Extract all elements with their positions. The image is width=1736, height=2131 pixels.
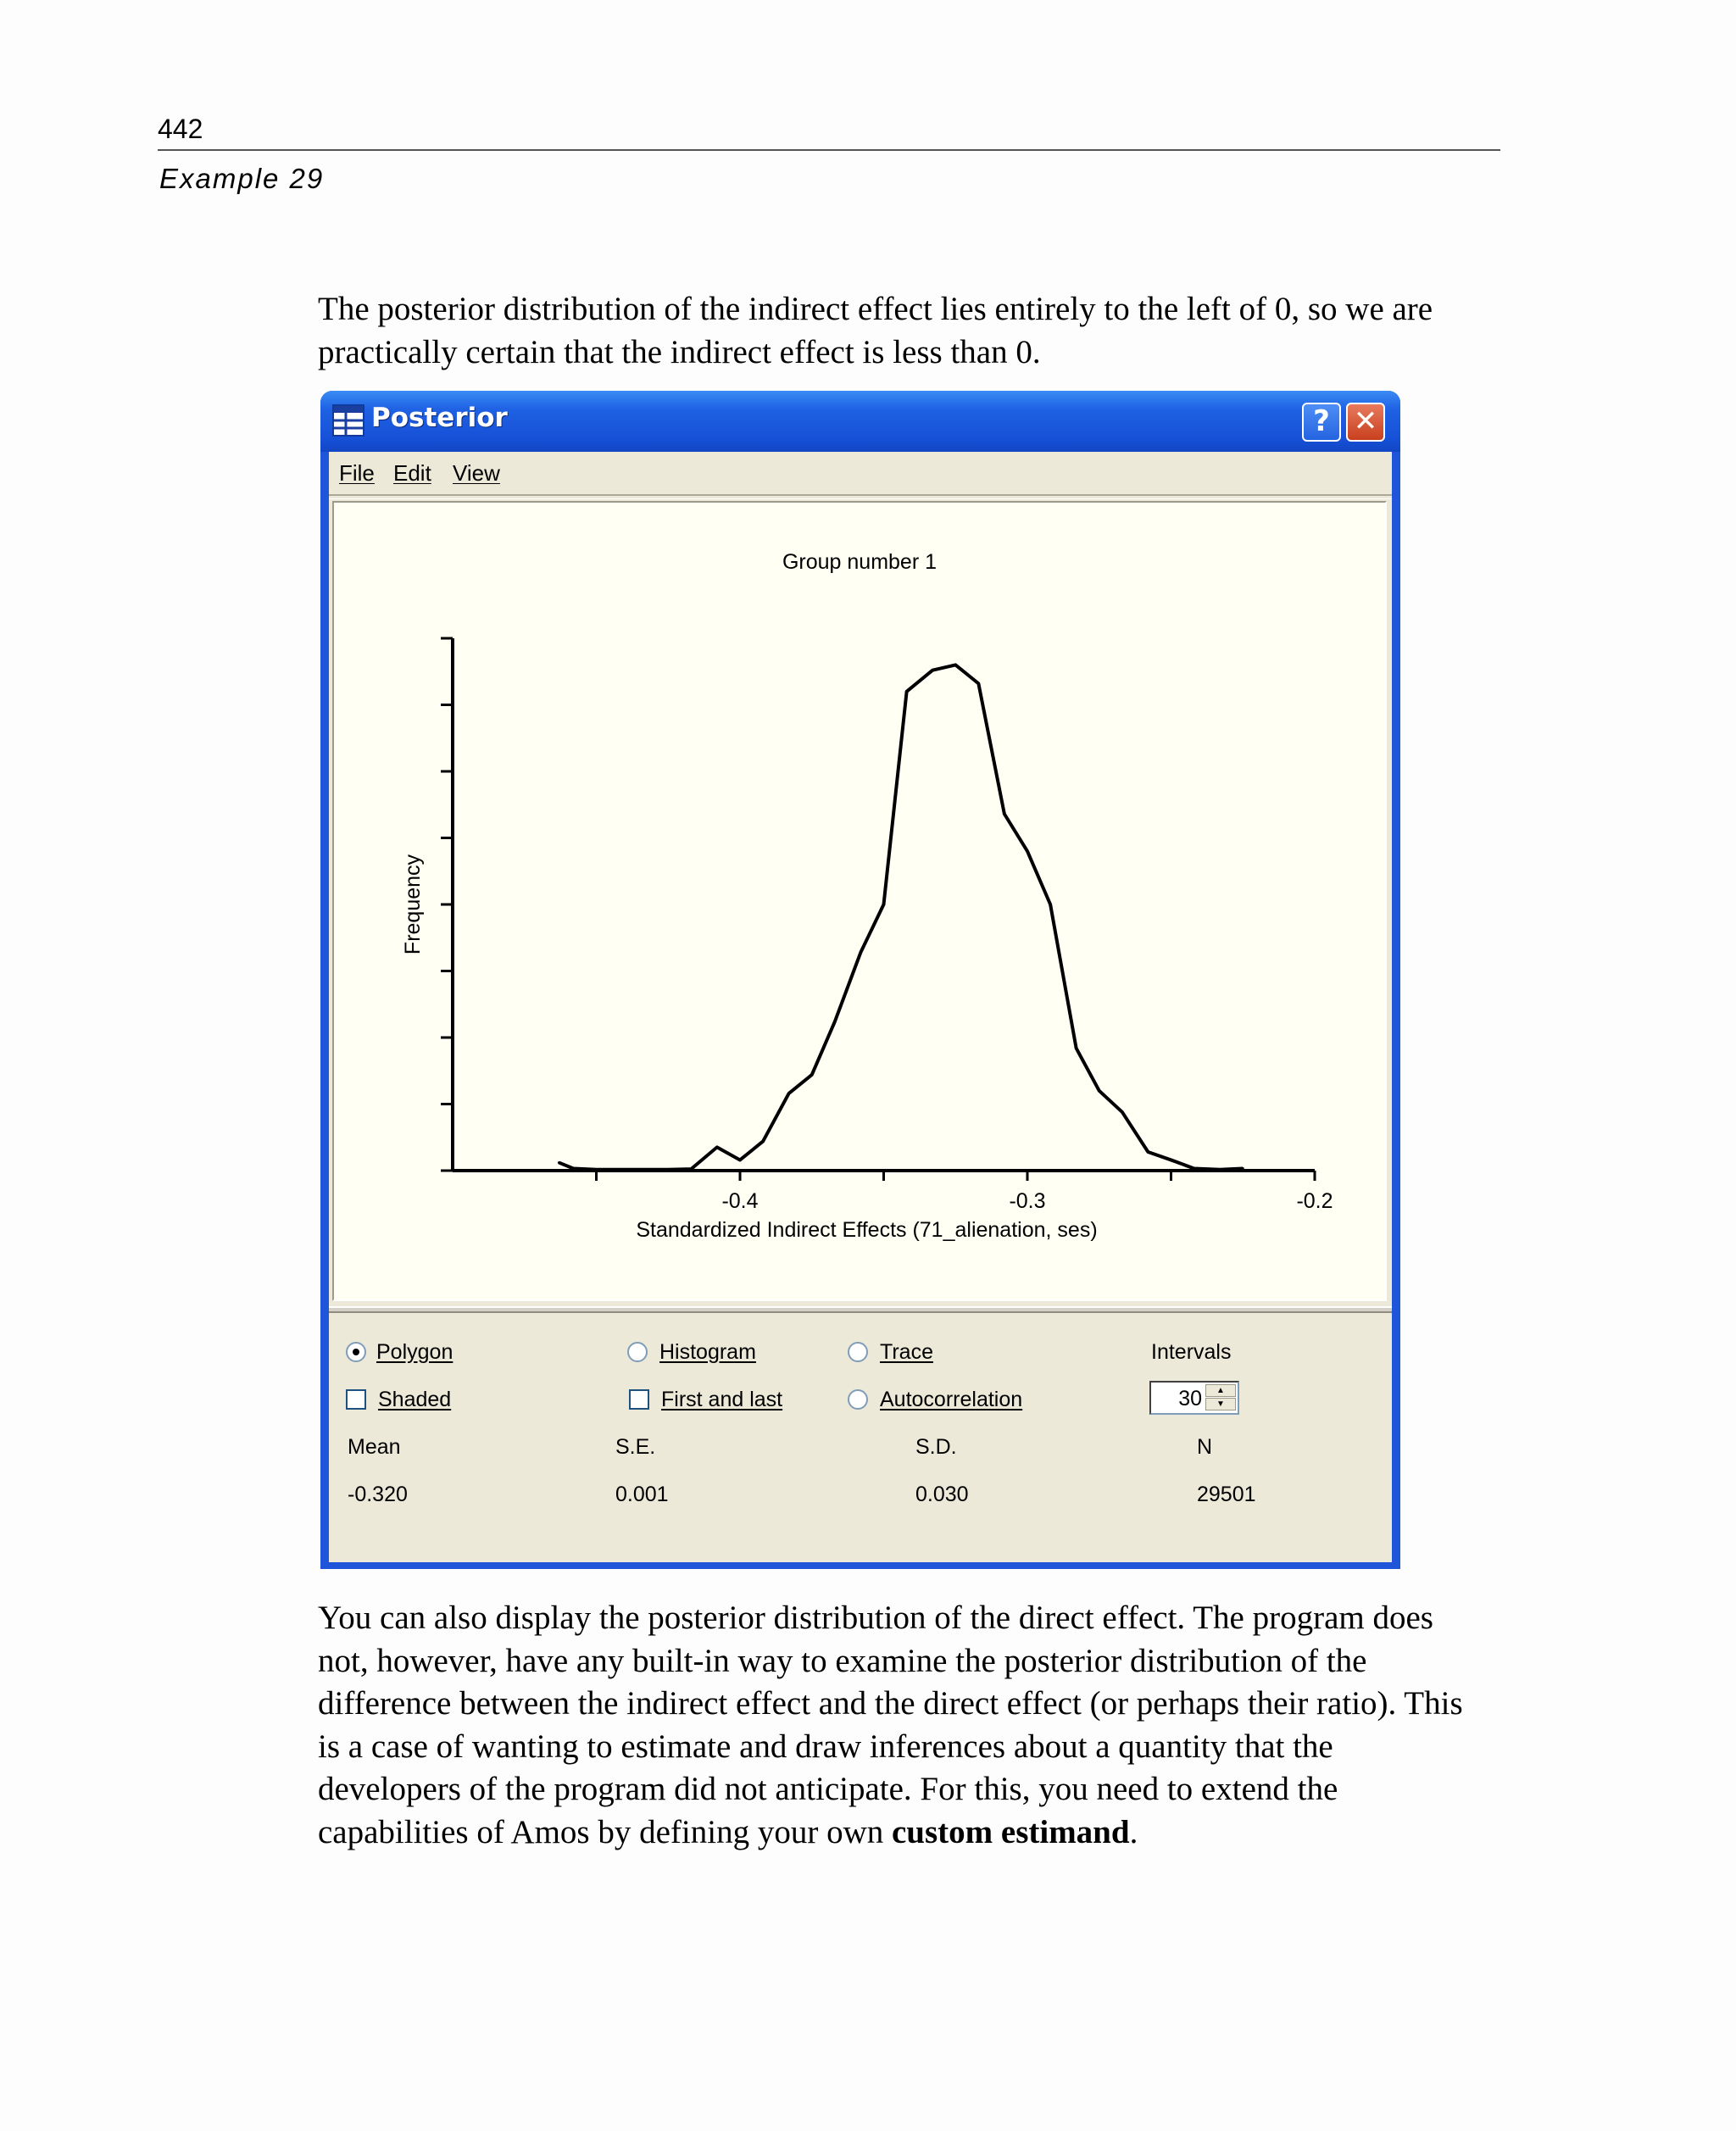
- data-point: [932, 669, 934, 671]
- outro-line: developers of the program did not anticipate. For this, you need to extend the: [318, 1771, 1338, 1807]
- window-grid-icon: [332, 404, 364, 437]
- x-axis-label: Standardized Indirect Effects (71_alienation, ses): [636, 1218, 1098, 1242]
- outro-line: is a case of wanting to estimate and draw inferences about a quantity that the: [318, 1728, 1333, 1765]
- data-point: [667, 1168, 670, 1171]
- data-point: [1098, 1089, 1100, 1092]
- outro-line: You can also display the posterior distribution of the direct effect. The program does: [318, 1600, 1433, 1636]
- menu-bar: [329, 452, 1392, 494]
- data-point: [1027, 850, 1029, 853]
- data-point: [618, 1168, 620, 1171]
- x-tick-label: -0.4: [721, 1189, 759, 1213]
- data-point: [1121, 1110, 1123, 1113]
- splitter[interactable]: [329, 1306, 1392, 1313]
- group-label: Group number 1: [782, 550, 938, 574]
- sd-value: 0.030: [915, 1483, 969, 1506]
- se-header: S.E.: [615, 1435, 656, 1459]
- data-point: [690, 1168, 693, 1171]
- help-button[interactable]: ?: [1302, 403, 1341, 442]
- custom-estimand-term: custom estimand: [891, 1813, 1130, 1850]
- se-value: 0.001: [615, 1483, 669, 1506]
- x-tick-label: -0.3: [1009, 1189, 1046, 1213]
- spinner-down-icon[interactable]: ▼: [1205, 1398, 1236, 1410]
- y-axis-label: Frequency: [401, 854, 425, 955]
- data-point: [1147, 1151, 1149, 1154]
- outro-paragraph: [318, 1597, 1505, 1854]
- polygon-radio[interactable]: [346, 1342, 366, 1362]
- data-point: [1075, 1047, 1077, 1049]
- data-point: [739, 1159, 742, 1161]
- outro-line: difference between the indirect effect and the direct effect (or perhaps their ratio). This: [318, 1685, 1463, 1722]
- window-client: [329, 452, 1392, 1562]
- window-title: Posterior: [371, 403, 508, 433]
- intro-line: practically certain that the indirect effect is less than 0.: [318, 333, 1041, 370]
- intro-paragraph: [318, 288, 1505, 374]
- histogram-radio[interactable]: [627, 1342, 648, 1362]
- data-point: [641, 1168, 643, 1171]
- autocorrelation-radio[interactable]: [848, 1389, 868, 1410]
- histogram-label[interactable]: Histogram: [659, 1340, 756, 1364]
- trace-label[interactable]: Trace: [880, 1340, 933, 1364]
- intervals-spinner[interactable]: [1149, 1381, 1239, 1415]
- shaded-checkbox[interactable]: [346, 1389, 366, 1410]
- posterior-window: [320, 391, 1400, 1569]
- data-point: [860, 951, 862, 954]
- data-point: [977, 682, 980, 685]
- data-point: [558, 1161, 560, 1164]
- data-point: [833, 1021, 836, 1023]
- data-point: [1219, 1168, 1221, 1171]
- data-point: [572, 1167, 575, 1170]
- intervals-value[interactable]: 30: [1178, 1387, 1202, 1410]
- data-point: [905, 690, 908, 693]
- first-and-last-label[interactable]: First and last: [661, 1388, 783, 1411]
- polygon-label[interactable]: Polygon: [376, 1340, 453, 1364]
- mean-header: Mean: [348, 1435, 401, 1459]
- data-point: [1193, 1167, 1195, 1170]
- outro-line: not, however, have any built-in way to examine the posterior distribution of the: [318, 1642, 1367, 1679]
- header-rule: [158, 149, 1500, 151]
- n-value: 29501: [1197, 1483, 1256, 1506]
- intervals-label: Intervals: [1151, 1340, 1232, 1364]
- data-point: [954, 664, 957, 666]
- data-point: [1170, 1159, 1172, 1161]
- autocorrelation-label[interactable]: Autocorrelation: [880, 1388, 1023, 1411]
- page-number: 442: [158, 114, 203, 144]
- outro-text: capabilities of Amos by defining your own: [318, 1813, 892, 1850]
- shaded-label[interactable]: Shaded: [378, 1388, 452, 1411]
- data-point: [1003, 813, 1005, 815]
- menu-file[interactable]: File: [339, 460, 375, 486]
- spinner-up-icon[interactable]: ▲: [1205, 1384, 1236, 1397]
- data-point: [787, 1092, 790, 1094]
- posterior-chart: [334, 503, 1385, 1299]
- outro-period: .: [1129, 1813, 1138, 1850]
- close-button[interactable]: ✕: [1346, 403, 1385, 442]
- title-bar[interactable]: [320, 391, 1400, 452]
- mean-value: -0.320: [348, 1483, 408, 1506]
- menu-separator: [329, 494, 1392, 499]
- outro-line: [318, 1811, 1505, 1855]
- plot-area: [332, 501, 1387, 1301]
- spinner-buttons: [1205, 1384, 1236, 1411]
- x-tick-label: -0.2: [1296, 1189, 1333, 1213]
- menu-view[interactable]: View: [453, 460, 500, 486]
- data-point: [595, 1168, 598, 1171]
- data-point: [762, 1140, 765, 1143]
- data-point: [882, 904, 885, 906]
- posterior-polygon-line: [559, 665, 1243, 1169]
- data-point: [715, 1146, 718, 1149]
- trace-radio[interactable]: [848, 1342, 868, 1362]
- data-point: [1242, 1167, 1244, 1170]
- data-point: [1049, 904, 1052, 906]
- n-header: N: [1197, 1435, 1213, 1459]
- intro-line: The posterior distribution of the indirect effect lies entirely to the left of 0, so we are: [318, 291, 1433, 327]
- first-and-last-checkbox[interactable]: [629, 1389, 649, 1410]
- data-point: [810, 1073, 813, 1076]
- menu-edit[interactable]: Edit: [393, 460, 431, 486]
- running-head: Example 29: [159, 163, 325, 194]
- sd-header: S.D.: [915, 1435, 957, 1459]
